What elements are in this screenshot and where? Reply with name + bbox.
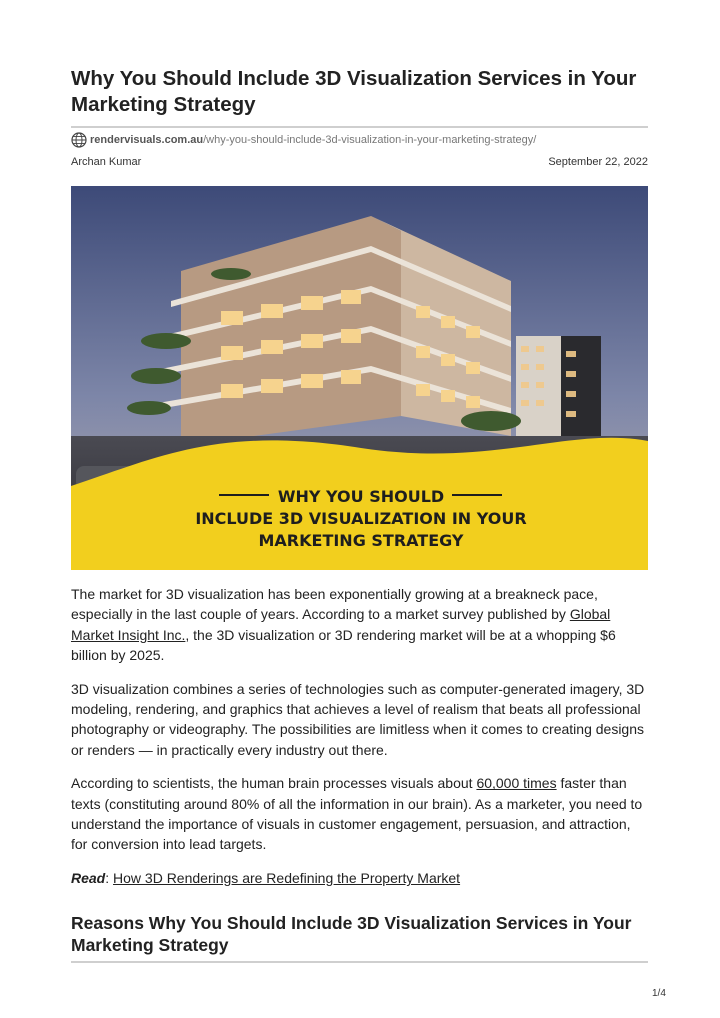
banner-line-3: MARKETING STRATEGY <box>258 531 464 550</box>
banner-line-1: WHY YOU SHOULD <box>277 487 445 506</box>
read-label: Read <box>71 870 106 887</box>
section-divider <box>71 961 648 963</box>
read-more: Read: How 3D Renderings are Redefining the Property Market <box>71 870 461 887</box>
source-path: /why-you-should-include-3d-visualization-in-your-marketing-strategy/ <box>203 134 537 146</box>
publish-date: September 22, 2022 <box>548 156 648 168</box>
background-tower <box>516 336 601 446</box>
hero-image <box>71 186 648 570</box>
section-heading: Reasons Why You Should Include 3D Visualization Services in Your Marketing Strategy <box>71 913 632 955</box>
source-url[interactable] <box>71 131 536 149</box>
title-divider <box>71 126 648 128</box>
global-market-insight-link[interactable]: Global Market Insight Inc. <box>71 606 611 643</box>
page-number: 1/4 <box>652 988 666 999</box>
article-title: Why You Should Include 3D Visualization Services in Your Marketing Strategy <box>71 67 637 116</box>
banner-line-2: INCLUDE 3D VISUALIZATION IN YOUR <box>195 509 527 528</box>
author-name: Archan Kumar <box>71 156 142 168</box>
read-more-link[interactable]: How 3D Renderings are Redefining the Property Market <box>113 870 461 887</box>
paragraph-2: 3D visualization combines a series of technologies such as computer-generated imagery, 3D modeling, rendering, and graphics that achieves a level of realism that beats all professional photography or videography. The possibilities are limitless when it comes to creating designs or renders — in practically every industry out there. <box>71 680 645 758</box>
paragraph-1: The market for 3D visualization has been exponentially growing at a breakneck pace, especially in the last couple of years. According to a market survey published by Global Market Insight Inc., the 3D visualization or 3D rendering market will be at a whopping $6 billion by 2025. <box>71 586 616 663</box>
source-domain: rendervisuals.com.au <box>90 134 204 146</box>
paragraph-3: According to scientists, the human brain processes visuals about 60,000 times faster than texts (constituting around 80% of all the information in our brain). As a marketer, you need to understand the importance of visuals in customer engagement, persuasion, and attraction, for conversion into lead targets. <box>71 775 643 853</box>
article-body <box>71 584 648 902</box>
sixty-thousand-times-link[interactable]: 60,000 times <box>476 775 557 792</box>
globe-icon <box>71 132 87 148</box>
article-meta <box>71 156 648 168</box>
